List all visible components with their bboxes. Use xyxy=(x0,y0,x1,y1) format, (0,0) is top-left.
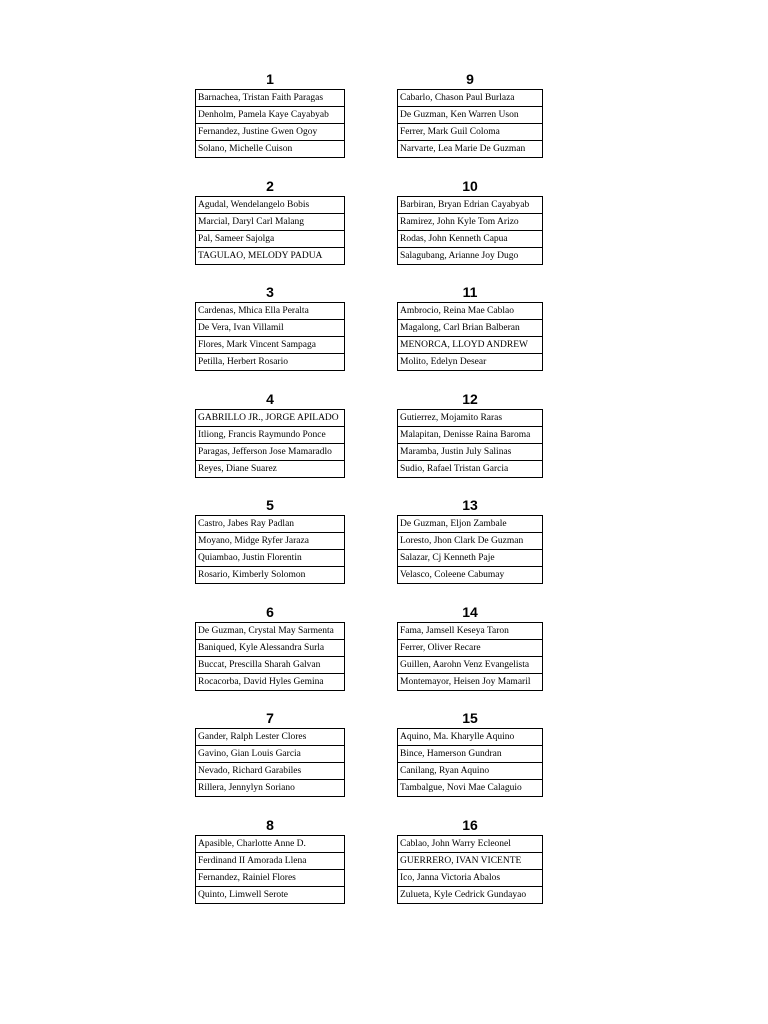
group-1 xyxy=(195,70,345,158)
member-name: Fama, Jamsell Keseya Taron xyxy=(398,623,542,640)
member-name: Rodas, John Kenneth Capua xyxy=(398,231,542,248)
member-name: Quinto, Limwell Serote xyxy=(198,889,288,900)
group-10 xyxy=(397,177,543,265)
member-name: MENORCA, LLOYD ANDREW xyxy=(398,337,542,354)
member-name: Tambalgue, Novi Mae Calaguio xyxy=(400,783,522,793)
member-name: Magalong, Carl Brian Balberan xyxy=(398,320,542,337)
member-name: Moyano, Midge Ryfer Jaraza xyxy=(196,533,344,550)
group-number: 5 xyxy=(266,497,274,513)
member-name: Pal, Sameer Sajolga xyxy=(196,231,344,248)
member-name: Baniqued, Kyle Alessandra Surla xyxy=(196,640,344,657)
member-name: De Vera, Ivan Villamil xyxy=(196,320,344,337)
group-7 xyxy=(195,709,345,797)
member-table xyxy=(397,728,543,797)
member-table xyxy=(397,515,543,584)
member-name: Gander, Ralph Lester Clores xyxy=(196,729,344,746)
group-number: 6 xyxy=(266,603,274,620)
member-name: Itliong, Francis Raymundo Ponce xyxy=(196,427,344,444)
member-table xyxy=(195,302,345,371)
member-table xyxy=(195,409,345,478)
member-name: Rosario, Kimberly Solomon xyxy=(198,570,306,580)
group-number: 7 xyxy=(266,710,274,726)
group-5 xyxy=(195,496,345,584)
group-6 xyxy=(195,603,345,691)
group-number: 8 xyxy=(266,816,274,833)
member-name: Loresto, Jhon Clark De Guzman xyxy=(398,533,542,550)
member-name: Cabarlo, Chason Paul Burlaza xyxy=(398,90,542,107)
member-name: GUERRERO, IVAN VICENTE xyxy=(398,853,542,870)
group-number: 9 xyxy=(466,71,474,87)
group-number: 11 xyxy=(462,284,478,300)
member-name: Sudio, Rafael Tristan Garcia xyxy=(400,463,509,474)
group-number: 12 xyxy=(462,390,478,407)
member-name: Apasible, Charlotte Anne D. xyxy=(196,836,344,853)
member-name: Gutierrez, Mojamito Raras xyxy=(398,410,542,427)
member-table xyxy=(195,196,345,265)
group-number: 2 xyxy=(266,177,274,194)
member-name: Marcial, Daryl Carl Malang xyxy=(196,214,344,231)
member-name: Gavino, Gian Louis Garcia xyxy=(196,746,344,763)
member-name: Cardenas, Mhica Ella Peralta xyxy=(196,303,344,320)
member-name: Castro, Jabes Ray Padlan xyxy=(196,516,344,533)
group-13 xyxy=(397,496,543,584)
member-table xyxy=(397,196,543,265)
member-name: Velasco, Coleene Cabumay xyxy=(400,570,505,580)
member-name: Ambrocio, Reina Mae Cablao xyxy=(398,303,542,320)
member-name: De Guzman, Eljon Zambale xyxy=(398,516,542,533)
member-name: Narvarte, Lea Marie De Guzman xyxy=(400,144,526,154)
member-name: Quiambao, Justin Florentin xyxy=(196,550,344,567)
member-name: Solano, Michelle Cuison xyxy=(198,144,293,154)
group-15 xyxy=(397,709,543,797)
group-number: 14 xyxy=(462,603,478,620)
group-16 xyxy=(397,816,543,904)
member-name: Denholm, Pamela Kaye Cayabyab xyxy=(196,107,344,124)
member-table xyxy=(195,89,345,158)
member-name: Montemayor, Heisen Joy Mamaril xyxy=(400,676,531,687)
member-name: Fernandez, Rainiel Flores xyxy=(196,870,344,887)
member-name: Malapitan, Denisse Raina Baroma xyxy=(398,427,542,444)
group-12 xyxy=(397,390,543,478)
member-name: Ferrer, Oliver Recare xyxy=(398,640,542,657)
member-name: De Guzman, Crystal May Sarmenta xyxy=(196,623,344,640)
member-name: GABRILLO JR., JORGE APILADO xyxy=(196,410,344,427)
group-number: 15 xyxy=(462,710,478,726)
member-name: Canilang, Ryan Aquino xyxy=(398,763,542,780)
group-4 xyxy=(195,390,345,478)
member-name: Flores, Mark Vincent Sampaga xyxy=(196,337,344,354)
member-name: Nevado, Richard Garabiles xyxy=(196,763,344,780)
member-name: TAGULAO, MELODY PADUA xyxy=(198,250,323,261)
group-8 xyxy=(195,816,345,904)
member-name: Paragas, Jefferson Jose Mamaradlo xyxy=(196,444,344,461)
member-table xyxy=(195,835,345,904)
group-14 xyxy=(397,603,543,691)
group-9 xyxy=(397,70,543,158)
group-number: 13 xyxy=(462,497,478,513)
group-number: 16 xyxy=(462,816,478,833)
member-name: Fernandez, Justine Gwen Ogoy xyxy=(196,124,344,141)
member-name: Barbiran, Bryan Edrian Cayabyab xyxy=(398,197,542,214)
member-name: Buccat, Prescilla Sharah Galvan xyxy=(196,657,344,674)
member-table xyxy=(397,89,543,158)
member-name: Salazar, Cj Kenneth Paje xyxy=(398,550,542,567)
member-name: Molito, Edelyn Desear xyxy=(400,357,487,367)
member-name: Ramirez, John Kyle Tom Arizo xyxy=(398,214,542,231)
member-name: Petilla, Herbert Rosario xyxy=(198,357,288,367)
member-name: Reyes, Diane Suarez xyxy=(198,463,277,474)
group-2 xyxy=(195,177,345,265)
group-3 xyxy=(195,283,345,371)
group-number: 1 xyxy=(266,71,274,87)
member-name: Ico, Janna Victoria Abalos xyxy=(398,870,542,887)
member-name: Barnachea, Tristan Faith Paragas xyxy=(196,90,344,107)
member-name: Salagubang, Arianne Joy Dugo xyxy=(400,250,519,261)
group-11 xyxy=(397,283,543,371)
member-table xyxy=(195,622,345,691)
member-name: Ferrer, Mark Guil Coloma xyxy=(398,124,542,141)
member-name: Agudal, Wendelangelo Bobis xyxy=(196,197,344,214)
group-number: 4 xyxy=(266,390,274,407)
member-name: Guillen, Aarohn Venz Evangelista xyxy=(398,657,542,674)
member-name: Zulueta, Kyle Cedrick Gundayao xyxy=(400,889,527,900)
member-table xyxy=(195,728,345,797)
member-table xyxy=(397,622,543,691)
member-name: Rocacorba, David Hyles Gemina xyxy=(198,676,324,687)
member-name: Rillera, Jennylyn Soriano xyxy=(198,783,295,793)
member-table xyxy=(397,302,543,371)
member-table xyxy=(397,409,543,478)
member-name: Bince, Hamerson Gundran xyxy=(398,746,542,763)
member-name: De Guzman, Ken Warren Uson xyxy=(398,107,542,124)
member-name: Ferdinand II Amorada Llena xyxy=(196,853,344,870)
member-name: Aquino, Ma. Kharylle Aquino xyxy=(398,729,542,746)
group-number: 3 xyxy=(266,284,274,300)
member-table xyxy=(397,835,543,904)
member-table xyxy=(195,515,345,584)
group-number: 10 xyxy=(462,177,478,194)
member-name: Cablao, John Warry Ecleonel xyxy=(398,836,542,853)
member-name: Maramba, Justin July Salinas xyxy=(398,444,542,461)
